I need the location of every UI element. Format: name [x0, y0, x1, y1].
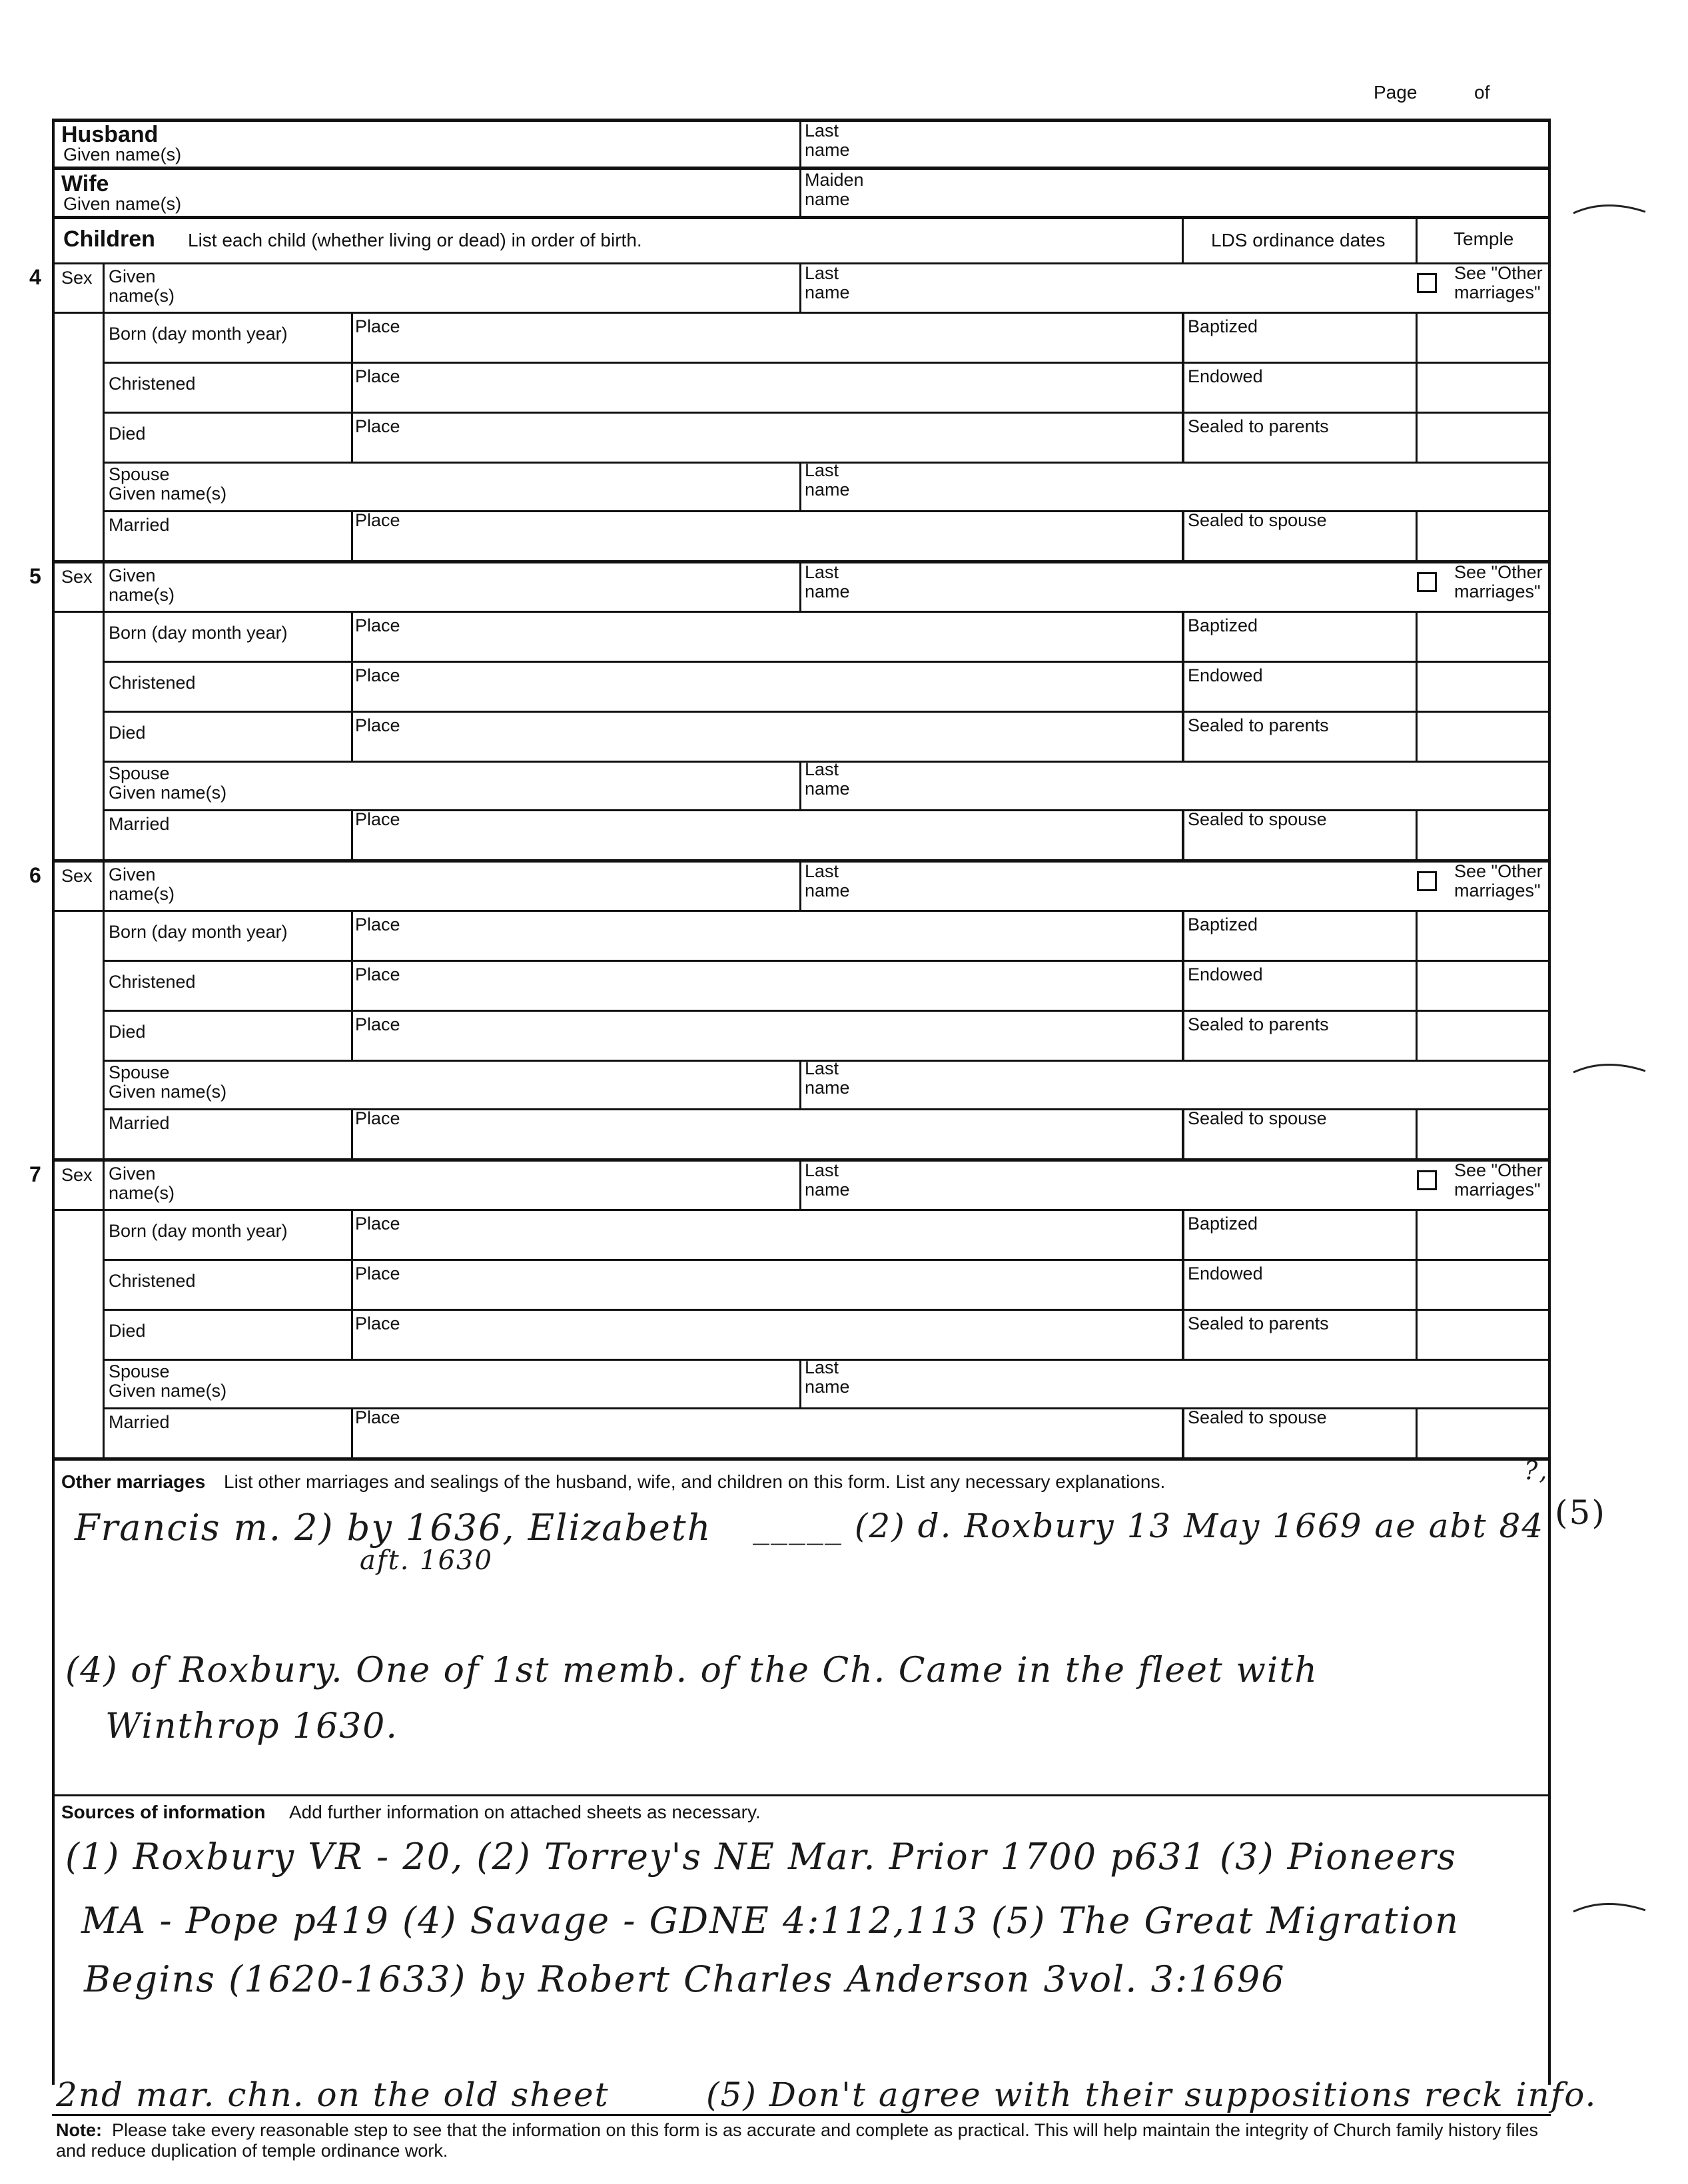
- given-name-label: Given name(s): [109, 266, 175, 306]
- baptized-label: Baptized: [1188, 316, 1258, 336]
- other-marriages-instruction: List other marriages and sealings of the husband, wife, and children on this form. List any necessary explanations.: [224, 1471, 1166, 1492]
- lds-column-divider: [1182, 312, 1184, 462]
- married-temple-divider: [1416, 809, 1418, 861]
- marriage-note-after: aft. 1630: [360, 1545, 493, 1576]
- spouse-label: Spouse Given name(s): [109, 1361, 227, 1401]
- husband-bottom-rule: [52, 167, 1551, 170]
- last-name-label: Last name: [805, 1160, 850, 1200]
- temple-column-divider: [1416, 611, 1418, 761]
- married-place-divider: [351, 809, 353, 861]
- born-row-bottom-rule: [103, 960, 1551, 962]
- margin-hole-mark-3: [1573, 1904, 1645, 1912]
- baptized-label: Baptized: [1188, 1214, 1258, 1234]
- spouse-last-divider: [799, 761, 801, 810]
- other-marriages-checkbox[interactable]: [1417, 1170, 1437, 1190]
- christened-label: Christened: [109, 673, 196, 693]
- married-lds-divider: [1182, 809, 1184, 861]
- couple-mid-divider: [799, 119, 801, 216]
- child-given-row-bottom-rule: [52, 611, 1551, 613]
- married-temple-divider: [1416, 1108, 1418, 1160]
- christened-label: Christened: [109, 1271, 196, 1291]
- sources-line1: (1) Roxbury VR - 20, (2) Torrey's NE Mar. Prior 1700 p631 (3) Pioneers: [65, 1836, 1458, 1878]
- place-column-divider: [351, 312, 353, 462]
- spouse-row-bottom-rule: [103, 809, 1551, 811]
- other-marriages-heading: Other marriages: [61, 1471, 206, 1492]
- other-marriages-label: See "Other marriages": [1454, 263, 1543, 302]
- given-last-divider: [799, 1160, 801, 1209]
- margin-hole-mark-1: [1573, 205, 1645, 213]
- child-given-row-bottom-rule: [52, 1209, 1551, 1211]
- place-label: Place: [355, 510, 400, 530]
- given-name-label: Given name(s): [109, 565, 175, 605]
- sources-instruction: Add further information on attached sheets as necessary.: [289, 1802, 761, 1822]
- place-label: Place: [355, 964, 400, 984]
- other-marriages-label: See "Other marriages": [1454, 562, 1543, 601]
- margin-marks: [1572, 193, 1685, 1958]
- sex-label: Sex: [61, 567, 93, 587]
- married-place-divider: [351, 1407, 353, 1459]
- married-label: Married: [109, 1412, 170, 1432]
- marriage-note-line2: (4) of Roxbury. One of 1st memb. of the Ch. Came in the fleet with: [65, 1650, 1318, 1690]
- husband-heading: Husband: [61, 122, 159, 147]
- frame-left-border: [52, 119, 55, 2085]
- given-name-label: Given name(s): [109, 1164, 175, 1203]
- born-row-bottom-rule: [103, 661, 1551, 663]
- wife-heading: Wife: [61, 171, 109, 196]
- lds-column-divider: [1182, 611, 1184, 761]
- born-label: Born (day month year): [109, 1221, 288, 1241]
- last-name-label: Last name: [805, 861, 850, 901]
- frame-top-border: [52, 119, 1551, 122]
- temple-column-divider: [1416, 1209, 1418, 1359]
- born-row-bottom-rule: [103, 362, 1551, 364]
- temple-header-divider: [1416, 216, 1418, 264]
- marriage-note-line3: Winthrop 1630.: [105, 1706, 398, 1746]
- died-label: Died: [109, 424, 146, 444]
- sealed_parents-label: Sealed to parents: [1188, 1313, 1329, 1333]
- sources-line4: 2nd mar. chn. on the old sheet: [56, 2075, 610, 2114]
- sex-column-divider: [103, 262, 105, 561]
- wife-bottom-rule: [52, 216, 1551, 219]
- husband-given-label: Given name(s): [63, 145, 182, 165]
- given-last-divider: [799, 262, 801, 312]
- child-given-row-bottom-rule: [52, 312, 1551, 314]
- place-column-divider: [351, 1209, 353, 1359]
- last-name-label: Last name: [805, 263, 850, 302]
- sealed_parents-label: Sealed to parents: [1188, 715, 1329, 735]
- married-place-divider: [351, 1108, 353, 1160]
- wife-maiden-label: Maiden name: [805, 170, 864, 209]
- place-label: Place: [355, 715, 400, 735]
- child-block-bottom-rule: [52, 560, 1551, 563]
- place-label: Place: [355, 615, 400, 635]
- lds-ordinance-label: LDS ordinance dates: [1211, 230, 1386, 250]
- sources-bottom-rule: [52, 2114, 1551, 2116]
- page-label: Page: [1374, 82, 1418, 103]
- other-marriages-bottom-rule: [52, 1794, 1551, 1796]
- note-body: Please take every reasonable step to see that the information on this form is as accurate and complete as practical. This will help maintain the integrity of Church family history files and reduce duplication of temple ordinance work.: [56, 2120, 1539, 2161]
- married-label: Married: [109, 1113, 170, 1133]
- married-label: Married: [109, 814, 170, 834]
- given-last-divider: [799, 861, 801, 910]
- child-number: 4: [29, 265, 41, 289]
- endowed-label: Endowed: [1188, 366, 1263, 386]
- baptized-label: Baptized: [1188, 914, 1258, 934]
- christened-row-bottom-rule: [103, 412, 1551, 414]
- place-label: Place: [355, 1407, 400, 1427]
- married-lds-divider: [1182, 1108, 1184, 1160]
- note-text: [56, 2120, 1561, 2161]
- spouse-last-name-label: Last name: [805, 759, 850, 799]
- place-label: Place: [355, 416, 400, 436]
- died-label: Died: [109, 1321, 146, 1341]
- margin-hole-mark-2: [1573, 1064, 1645, 1072]
- place-label: Place: [355, 1214, 400, 1234]
- endowed-label: Endowed: [1188, 964, 1263, 984]
- married-lds-divider: [1182, 510, 1184, 561]
- born-label: Born (day month year): [109, 623, 288, 643]
- lds-header-divider: [1182, 216, 1184, 264]
- child-block-bottom-rule: [52, 859, 1551, 863]
- place-label: Place: [355, 1313, 400, 1333]
- married-place-divider: [351, 510, 353, 561]
- spouse-last-divider: [799, 462, 801, 511]
- married-temple-divider: [1416, 510, 1418, 561]
- place-label: Place: [355, 1014, 400, 1034]
- children-header-bottom-rule: [52, 262, 1551, 264]
- christened-row-bottom-rule: [103, 1010, 1551, 1012]
- place-label: Place: [355, 665, 400, 685]
- place-label: Place: [355, 366, 400, 386]
- sources-heading: Sources of information: [61, 1802, 266, 1822]
- sources-line3: Begins (1620-1633) by Robert Charles Anderson 3vol. 3:1696: [84, 1958, 1286, 2000]
- other-marriages-label: See "Other marriages": [1454, 1160, 1543, 1200]
- child-given-row-bottom-rule: [52, 910, 1551, 912]
- sex-label: Sex: [61, 866, 93, 886]
- child-number: 5: [29, 564, 41, 588]
- spouse-last-divider: [799, 1060, 801, 1109]
- sealed-spouse-label: Sealed to spouse: [1188, 809, 1327, 829]
- sources-line2: MA - Pope p419 (4) Savage - GDNE 4:112,113 (5) The Great Migration: [81, 1900, 1460, 1942]
- endowed-label: Endowed: [1188, 665, 1263, 685]
- place-label: Place: [355, 316, 400, 336]
- christened-label: Christened: [109, 374, 196, 394]
- died-label: Died: [109, 1022, 146, 1042]
- spouse-last-name-label: Last name: [805, 1357, 850, 1397]
- place-column-divider: [351, 611, 353, 761]
- child-number: 7: [29, 1162, 41, 1186]
- spouse-label: Spouse Given name(s): [109, 763, 227, 803]
- other-marriages-checkbox[interactable]: [1417, 871, 1437, 891]
- sealed-spouse-label: Sealed to spouse: [1188, 1407, 1327, 1427]
- lds-column-divider: [1182, 1209, 1184, 1359]
- place-label: Place: [355, 1264, 400, 1283]
- child-block-bottom-rule: [52, 1158, 1551, 1162]
- died-label: Died: [109, 723, 146, 743]
- spouse-row-bottom-rule: [103, 1108, 1551, 1110]
- spouse-label: Spouse Given name(s): [109, 1062, 227, 1102]
- husband-last-label: Last name: [805, 121, 850, 160]
- spouse-last-name-label: Last name: [805, 460, 850, 500]
- christened-row-bottom-rule: [103, 711, 1551, 713]
- born-row-bottom-rule: [103, 1259, 1551, 1261]
- marriage-note-death: _____ (2) d. Roxbury 13 May 1669 ae abt 84: [753, 1507, 1545, 1545]
- place-label: Place: [355, 809, 400, 829]
- lds-column-divider: [1182, 910, 1184, 1060]
- note-heading: Note:: [56, 2120, 102, 2140]
- spouse-label: Spouse Given name(s): [109, 464, 227, 504]
- sources-line4-right: (5) Don't agree with their suppositions reck info.: [706, 2075, 1597, 2114]
- endowed-label: Endowed: [1188, 1264, 1263, 1283]
- born-label: Born (day month year): [109, 324, 288, 344]
- marriage-note-line1: Francis m. 2) by 1636, Elizabeth: [75, 1507, 712, 1549]
- born-label: Born (day month year): [109, 922, 288, 942]
- place-label: Place: [355, 1108, 400, 1128]
- sex-column-divider: [103, 1160, 105, 1459]
- given-last-divider: [799, 561, 801, 611]
- child-block-bottom-rule: [52, 1457, 1551, 1461]
- married-temple-divider: [1416, 1407, 1418, 1459]
- spouse-row-bottom-rule: [103, 1407, 1551, 1409]
- christened-row-bottom-rule: [103, 1309, 1551, 1311]
- other-marriages-checkbox[interactable]: [1417, 273, 1437, 293]
- sex-label: Sex: [61, 268, 93, 288]
- last-name-label: Last name: [805, 562, 850, 601]
- sealed_parents-label: Sealed to parents: [1188, 1014, 1329, 1034]
- children-instruction: List each child (whether living or dead) in order of birth.: [188, 230, 642, 250]
- sex-column-divider: [103, 561, 105, 861]
- children-heading: Children: [63, 226, 155, 252]
- sealed-spouse-label: Sealed to spouse: [1188, 1108, 1327, 1128]
- temple-column-divider: [1416, 910, 1418, 1060]
- baptized-label: Baptized: [1188, 615, 1258, 635]
- other-marriages-checkbox[interactable]: [1417, 572, 1437, 592]
- spouse-last-name-label: Last name: [805, 1058, 850, 1098]
- temple-label: Temple: [1454, 228, 1514, 249]
- married-label: Married: [109, 515, 170, 535]
- child-number: 6: [29, 863, 41, 887]
- temple-column-divider: [1416, 312, 1418, 462]
- spouse-row-bottom-rule: [103, 510, 1551, 512]
- place-label: Place: [355, 914, 400, 934]
- place-column-divider: [351, 910, 353, 1060]
- christened-label: Christened: [109, 972, 196, 992]
- married-lds-divider: [1182, 1407, 1184, 1459]
- marriage-note-marker: (5): [1555, 1493, 1606, 1532]
- sex-label: Sex: [61, 1165, 93, 1185]
- given-name-label: Given name(s): [109, 865, 175, 904]
- sealed-spouse-label: Sealed to spouse: [1188, 510, 1327, 530]
- wife-given-label: Given name(s): [63, 194, 182, 214]
- sex-column-divider: [103, 861, 105, 1160]
- question-mark-note: ?,: [1524, 1456, 1549, 1485]
- spouse-last-divider: [799, 1359, 801, 1408]
- of-label: of: [1474, 82, 1490, 103]
- other-marriages-label: See "Other marriages": [1454, 861, 1543, 901]
- sealed_parents-label: Sealed to parents: [1188, 416, 1329, 436]
